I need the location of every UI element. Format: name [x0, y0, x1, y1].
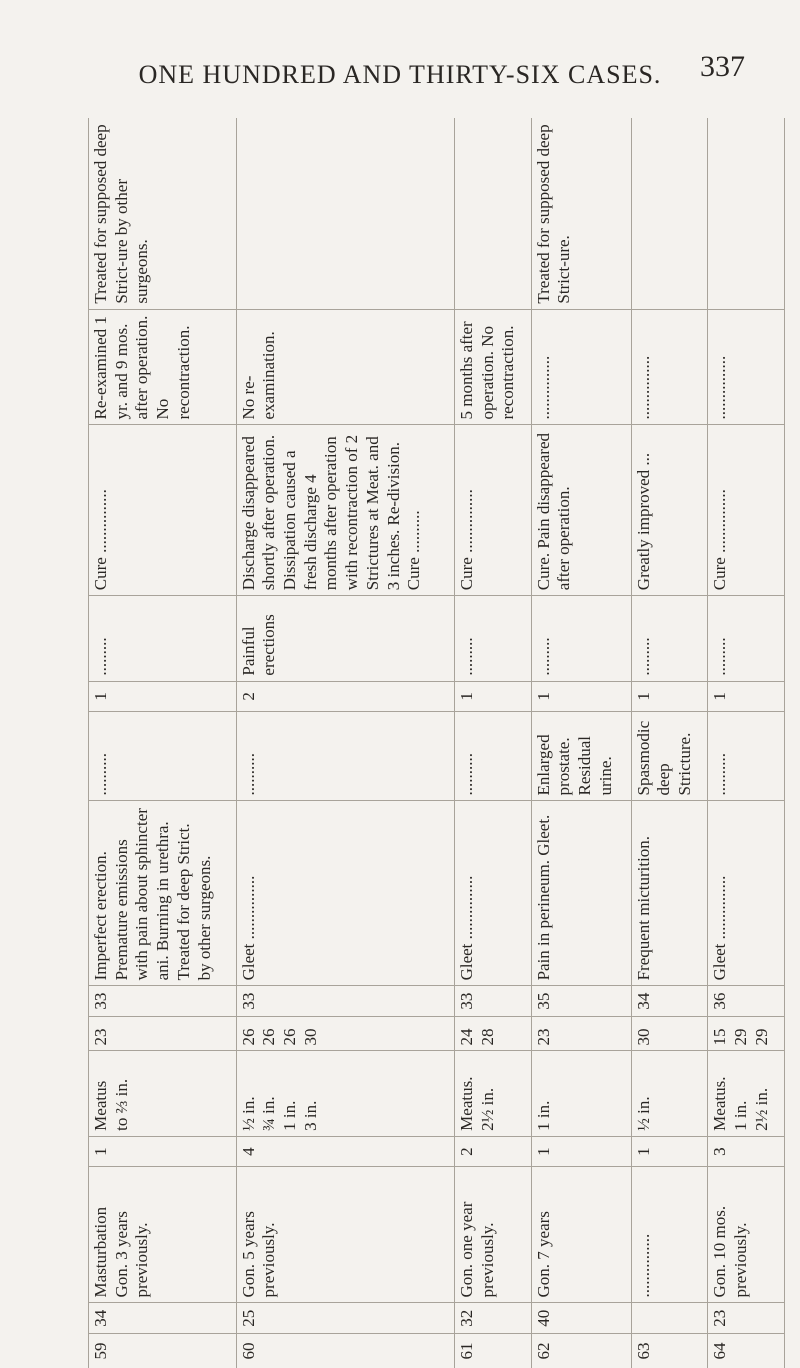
symptoms: Imperfect erection. Premature emissions with pain about sphincter ani. Burning in urethra. Treated for deep Strict. by other surgeons. [89, 801, 237, 986]
stricture-location [531, 1051, 631, 1136]
remarks [236, 118, 454, 309]
stricture-location-item: Meatus. [456, 1076, 476, 1131]
remarks [708, 118, 785, 309]
case-number: 59 [89, 1333, 237, 1368]
stricture-count: 1 [531, 1136, 631, 1166]
complications: .......... [454, 712, 531, 801]
operation-count: 1 [89, 681, 237, 711]
pain-note: ......... [531, 596, 631, 681]
urethra-size: 33 [454, 986, 531, 1016]
urethra-size: 35 [531, 986, 631, 1016]
complications: .......... [89, 712, 237, 801]
stricture-location [631, 1051, 708, 1136]
pain-note: ......... [89, 596, 237, 681]
re-examination: ............... [531, 309, 631, 425]
table-row [531, 118, 631, 1368]
re-examination: ............... [708, 309, 785, 425]
stricture-location [236, 1051, 454, 1136]
urethra-size: 33 [236, 986, 454, 1016]
stricture-size [531, 1016, 631, 1051]
stricture-count: 4 [236, 1136, 454, 1166]
stricture-size-item: 23 [533, 1028, 553, 1046]
operation-count: 2 [236, 681, 454, 711]
table-row [631, 118, 708, 1368]
result: Cure. Pain disappeared after operation. [531, 425, 631, 596]
age [631, 1303, 708, 1333]
pain-note: Painful erections [236, 596, 454, 681]
stricture-location-item: 1 in. [279, 1100, 299, 1131]
stricture-size-item: 29 [731, 1028, 751, 1046]
age: 23 [708, 1303, 785, 1333]
stricture-size-item: 30 [300, 1028, 320, 1046]
history: Gon. 7 years [531, 1167, 631, 1303]
stricture-location-item: 2½ in. [477, 1087, 497, 1131]
urethra-size: 34 [631, 986, 708, 1016]
re-examination: No re-examination. [236, 309, 454, 425]
stricture-size-item: 15 [710, 1028, 730, 1046]
remarks: Treated for supposed deep Strict-ure. [531, 118, 631, 309]
stricture-size [89, 1016, 237, 1051]
history: Gon. 5 years previously. [236, 1167, 454, 1303]
age: 32 [454, 1303, 531, 1333]
stricture-size-item: 24 [456, 1028, 476, 1046]
stricture-location-item: 3 in. [300, 1100, 320, 1131]
stricture-location-item: ½ in. [238, 1096, 258, 1131]
stricture-size-item: 26 [259, 1028, 279, 1046]
urethra-size: 33 [89, 986, 237, 1016]
re-examination: 5 months after operation. No recontraction. [454, 309, 531, 425]
stricture-location [454, 1051, 531, 1136]
stricture-location-item: ½ in. [633, 1096, 653, 1131]
complications: Enlarged prostate. Residual urine. [531, 712, 631, 801]
stricture-count: 1 [631, 1136, 708, 1166]
result: Discharge disappeared shortly after operation. Dissipation caused a fresh discharge 4 months after operation with recontraction of 2 Strictures at Meat. and 3 inches. Re-division. Cure .......... [236, 425, 454, 596]
stricture-size [631, 1016, 708, 1051]
operation-count: 1 [708, 681, 785, 711]
history: Gon. 10 mos. previously. [708, 1167, 785, 1303]
stricture-location-item: 2½ in. [751, 1087, 771, 1131]
stricture-size-item: 29 [751, 1028, 771, 1046]
history: ............... [631, 1167, 708, 1303]
remarks: Treated for supposed deep Strict-ure by other surgeons. [89, 118, 237, 309]
stricture-location-item: ¾ in. [259, 1096, 279, 1131]
history: Masturbation Gon. 3 years previously. [89, 1167, 237, 1303]
operation-count: 1 [531, 681, 631, 711]
case-number: 63 [631, 1333, 708, 1368]
pain-note: ......... [708, 596, 785, 681]
remarks [454, 118, 531, 309]
stricture-size-item: 26 [238, 1028, 258, 1046]
table-row [708, 118, 785, 1368]
stricture-location-item: 1 in. [533, 1100, 553, 1131]
operation-count: 1 [631, 681, 708, 711]
complications: .......... [708, 712, 785, 801]
stricture-location [89, 1051, 237, 1136]
page-header [0, 50, 800, 100]
case-number: 60 [236, 1333, 454, 1368]
stricture-size [708, 1016, 785, 1051]
stricture-count: 2 [454, 1136, 531, 1166]
age: 34 [89, 1303, 237, 1333]
age: 40 [531, 1303, 631, 1333]
stricture-size [236, 1016, 454, 1051]
operation-count: 1 [454, 681, 531, 711]
history: Gon. one year previously. [454, 1167, 531, 1303]
table-row [236, 118, 454, 1368]
result: Cure ............... [89, 425, 237, 596]
urethra-size: 36 [708, 986, 785, 1016]
stricture-location-item: to ⅔ in. [111, 1078, 131, 1131]
result: Greatly improved ... [631, 425, 708, 596]
case-number: 62 [531, 1333, 631, 1368]
symptoms: Gleet ............... [708, 801, 785, 986]
stricture-size-item: 30 [633, 1028, 653, 1046]
symptoms: Pain in perineum. Gleet. [531, 801, 631, 986]
stricture-size-item: 23 [91, 1028, 110, 1046]
stricture-count: 1 [89, 1136, 237, 1166]
running-title: ONE HUNDRED AND THIRTY-SIX CASES. [138, 60, 662, 89]
result: Cure ............... [454, 425, 531, 596]
pain-note: ......... [631, 596, 708, 681]
stricture-count: 3 [708, 1136, 785, 1166]
stricture-size-item: 28 [477, 1028, 497, 1046]
age: 25 [236, 1303, 454, 1333]
stricture-location-item: Meatus [91, 1080, 110, 1131]
case-table-rotated [88, 118, 785, 1368]
stricture-location-item: Meatus. [710, 1076, 730, 1131]
re-examination: ............... [631, 309, 708, 425]
case-table [88, 118, 785, 1368]
re-examination: Re-examined 1 yr. and 9 mos. after operation. No recontraction. [89, 309, 237, 425]
symptoms: Frequent micturition. [631, 801, 708, 986]
case-number: 64 [708, 1333, 785, 1368]
pain-note: ......... [454, 596, 531, 681]
table-row [454, 118, 531, 1368]
page-number: 337 [700, 50, 745, 83]
result: Cure ............... [708, 425, 785, 596]
symptoms: Gleet ............... [236, 801, 454, 986]
stricture-location-item: 1 in. [731, 1100, 751, 1131]
complications: .......... [236, 712, 454, 801]
stricture-size [454, 1016, 531, 1051]
stricture-size-item: 26 [279, 1028, 299, 1046]
remarks [631, 118, 708, 309]
stricture-location [708, 1051, 785, 1136]
complications: Spasmodic deep Stricture. [631, 712, 708, 801]
table-row [89, 118, 237, 1368]
symptoms: Gleet ............... [454, 801, 531, 986]
case-number: 61 [454, 1333, 531, 1368]
